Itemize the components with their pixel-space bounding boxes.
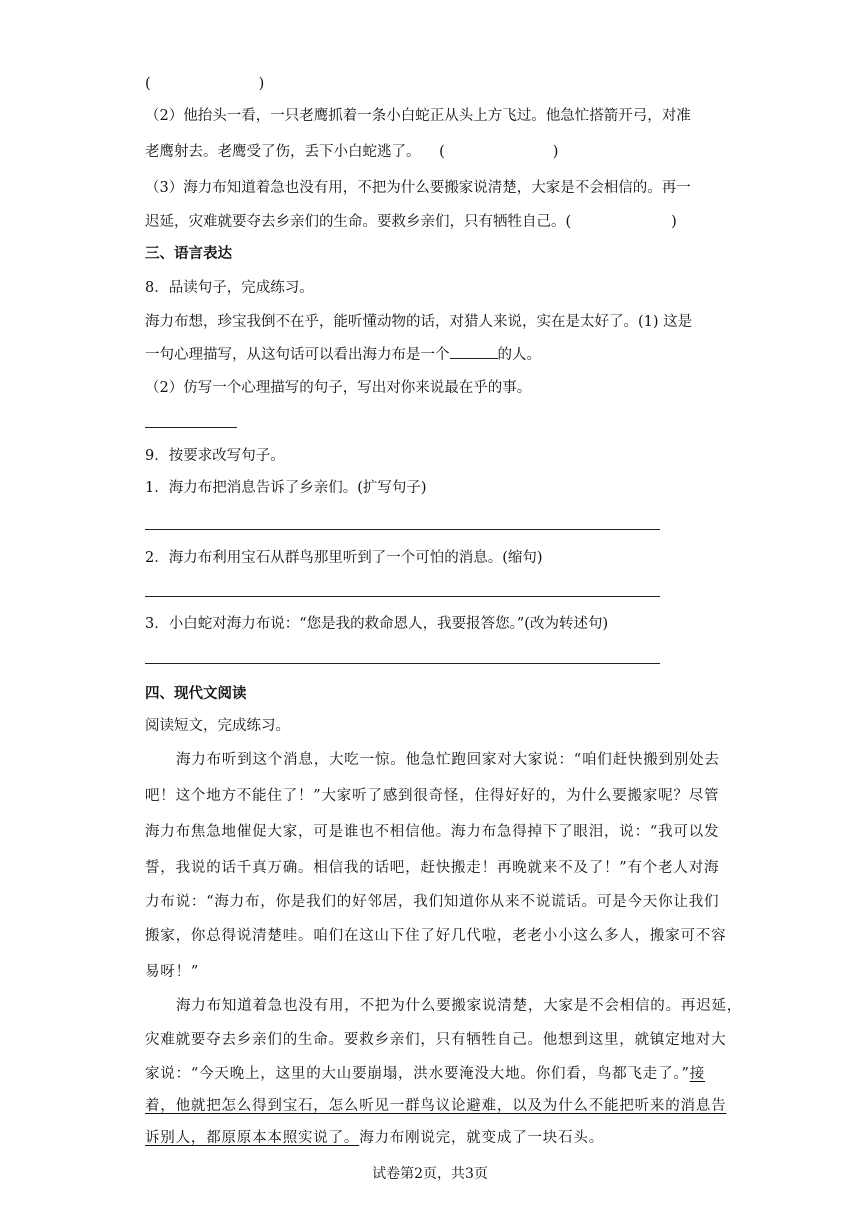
- page-footer: 试卷第2页，共3页: [372, 1166, 488, 1182]
- section4-heading: 四、现代文阅读: [145, 686, 247, 702]
- q7-item1-answer-blank[interactable]: ( ): [145, 76, 265, 92]
- passage-para1-line-4: 誓，我说的话千真万确。相信我的话吧，赶快搬走！再晚就来不及了！”有个老人对海: [145, 860, 720, 876]
- q7-item2: （2）他抬头一看，一只老鹰抓着一条小白蛇正从头上方飞过。他急忙搭箭开弓，对准: [145, 108, 691, 124]
- q9-answer-line-3[interactable]: [145, 663, 660, 664]
- q9-item-2: 2．海力布利用宝石从群鸟那里听到了一个可怕的消息。(缩句): [145, 550, 543, 566]
- passage-para2-line-2: 灾难就要夺去乡亲们的生命。要救乡亲们，只有牺牲自己。他想到这里，就镇定地对大: [145, 1032, 727, 1048]
- q9-item-3: 3．小白蛇对海力布说：“您是我的救命恩人，我要报答您。”(改为转述句): [145, 616, 609, 632]
- q9-answer-line-1[interactable]: [145, 529, 660, 530]
- q8-fill-blank[interactable]: [450, 344, 498, 359]
- q8-answer-line[interactable]: [145, 427, 237, 428]
- q8-part1: 一句心理描写，从这句话可以看出海力布是一个 的人。: [145, 344, 541, 365]
- passage-para1-line-3: 海力布焦急地催促大家，可是谁也不相信他。海力布急得掉下了眼泪，说：“我可以发: [145, 824, 720, 840]
- q9-answer-line-2[interactable]: [145, 596, 660, 597]
- passage-para1-line-6: 搬家，你总得说清楚哇。咱们在这山下住了好几代啦，老老小小这么多人，搬家可不容: [145, 928, 727, 944]
- passage-para2-line-1: 海力布知道着急也没有用，不把为什么要搬家说清楚，大家是不会相信的。再迟延，: [176, 998, 743, 1014]
- underlined-sentence-middle: 着，他就把怎么得到宝石，怎么听见一群鸟议论避难，以及为什么不能把听来的消息告: [145, 1098, 727, 1114]
- q9-item-1: 1．海力布把消息告诉了乡亲们。(扩写句子): [145, 480, 427, 496]
- section4-instruction: 阅读短文，完成练习。: [145, 718, 290, 734]
- passage-para2-line-4: [145, 1096, 726, 1116]
- q7-item3-answer-blank[interactable]: ( ): [565, 214, 677, 230]
- passage-para1-line-2: 吧！这个地方不能住了！”大家听了感到很奇怪，住得好好的，为什么要搬家呢？尽管: [145, 788, 720, 804]
- passage-para1-line-1: 海力布听到这个消息，大吃一惊。他急忙跑回家对大家说：“咱们赶快搬到别处去: [176, 752, 720, 768]
- underlined-sentence-start: 接: [689, 1066, 705, 1082]
- passage-para2-line-3: 家说：“今天晚上，这里的大山要崩塌，洪水要淹没大地。你们看，鸟都飞走了。”接: [145, 1066, 705, 1082]
- passage-para1-line-7: 易呀！”: [145, 964, 200, 980]
- q7-item2-cont: 老鹰射去。老鹰受了伤，丢下小白蛇逃了。 ( ): [145, 144, 559, 160]
- passage-para2-line-5: 诉别人，都原原本本照实说了。海力布刚说完，就变成了一块石头。: [145, 1130, 605, 1146]
- q7-item3: （3）海力布知道着急也没有用，不把为什么要搬家说清楚，大家是不会相信的。再一: [145, 180, 691, 196]
- q7-item2-answer-blank[interactable]: ( ): [439, 144, 559, 160]
- section3-heading: 三、语言表达: [145, 246, 232, 262]
- q8-title: 8．品读句子，完成练习。: [145, 280, 314, 296]
- q8-part2: （2）仿写一个心理描写的句子，写出对你来说最在乎的事。: [145, 380, 532, 396]
- q9-title: 9．按要求改写句子。: [145, 448, 285, 464]
- passage-para1-line-5: 力布说：“海力布，你是我们的好邻居，我们知道你从来不说谎话。可是今天你让我们: [145, 894, 720, 910]
- q7-item3-cont: 迟延，灾难就要夺去乡亲们的生命。要救乡亲们，只有牺牲自己。( ): [145, 214, 677, 230]
- q8-sentence: 海力布想，珍宝我倒不在乎，能听懂动物的话，对猎人来说，实在是太好了。(1) 这是: [145, 314, 693, 330]
- underlined-sentence-end: 诉别人，都原原本本照实说了。: [145, 1130, 360, 1146]
